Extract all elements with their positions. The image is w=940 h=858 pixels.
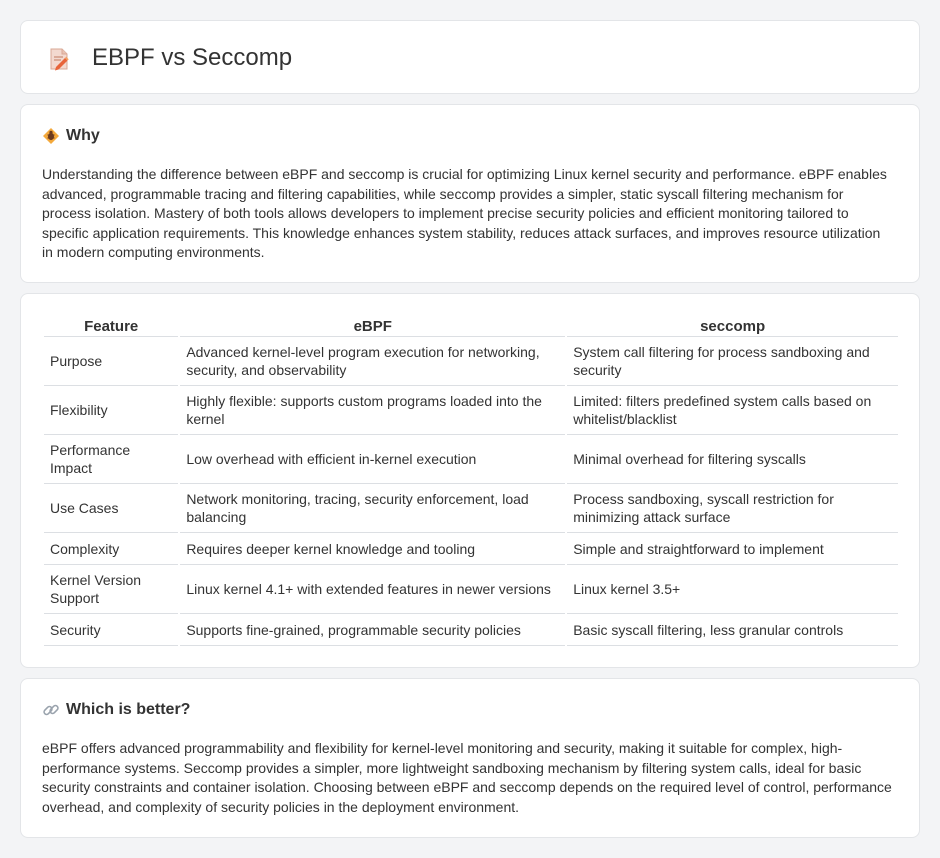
table-row [44,435,898,484]
why-section [20,104,920,283]
page-title: EBPF vs Seccomp [92,44,293,71]
seccomp-cell: Minimal overhead for filtering syscalls [567,435,898,484]
ebpf-cell: Supports fine-grained, programmable security policies [180,614,565,646]
seccomp-cell: System call filtering for process sandboxing and security [567,337,898,386]
feature-cell: Flexibility [44,386,178,435]
seccomp-cell: Limited: filters predefined system calls based on whitelist/blacklist [567,386,898,435]
document-pencil-icon [48,47,70,71]
why-heading [42,127,100,145]
ebpf-cell: Network monitoring, tracing, security enforcement, load balancing [180,484,565,533]
better-text: eBPF offers advanced programmability and flexibility for kernel-level monitoring and security, making it suitable for complex, high-performance systems. Seccomp provides a simpler, more lightweight sandboxing mechanism by filtering system calls, ideal for basic security constraints and container isolation. Choosing between eBPF and seccomp depends on the required level of control, performance overhead, and complexity of security policies in the deployment environment. [42,740,892,815]
seccomp-cell: Linux kernel 3.5+ [567,565,898,614]
feature-cell: Purpose [44,337,178,386]
seccomp-cell: Simple and straightforward to implement [567,533,898,565]
feature-cell: Kernel Version Support [44,565,178,614]
link-icon [42,701,60,719]
feature-cell: Use Cases [44,484,178,533]
table-row [44,614,898,646]
why-text: Understanding the difference between eBPF and seccomp is crucial for optimizing Linux kernel security and performance. eBPF enables advanced, programmable tracing and filtering capabilities, while seccomp provides a simpler, static syscall filtering mechanism for process isolation. Mastery of both tools allows developers to implement precise security policies and efficient monitoring tailored to specific application requirements. This knowledge enhances system stability, reduces attack surfaces, and improves resource utilization in modern computing environments. [42,166,887,261]
header-feature: Feature [44,315,178,337]
table-row [44,533,898,565]
ebpf-cell: Advanced kernel-level program execution for networking, security, and observability [180,337,565,386]
feature-cell: Security [44,614,178,646]
table-row [44,565,898,614]
comparison-table-card [20,293,920,668]
why-title: Why [66,127,100,144]
table-row [44,484,898,533]
feature-cell: Performance Impact [44,435,178,484]
header-ebpf: eBPF [180,315,565,337]
title-card [20,20,920,94]
better-title: Which is better? [66,701,191,718]
ebpf-cell: Requires deeper kernel knowledge and tooling [180,533,565,565]
ebpf-cell: Linux kernel 4.1+ with extended features in newer versions [180,565,565,614]
table-row [44,337,898,386]
feature-cell: Complexity [44,533,178,565]
ebpf-cell: Low overhead with efficient in-kernel execution [180,435,565,484]
better-heading [42,701,190,719]
ebpf-cell: Highly flexible: supports custom programs loaded into the kernel [180,386,565,435]
seccomp-cell: Basic syscall filtering, less granular controls [567,614,898,646]
bug-icon [42,127,60,145]
which-is-better-section [20,678,920,838]
table-header-row [44,315,898,337]
header-seccomp: seccomp [567,315,898,337]
table-row [44,386,898,435]
seccomp-cell: Process sandboxing, syscall restriction for minimizing attack surface [567,484,898,533]
comparison-table [42,315,900,646]
